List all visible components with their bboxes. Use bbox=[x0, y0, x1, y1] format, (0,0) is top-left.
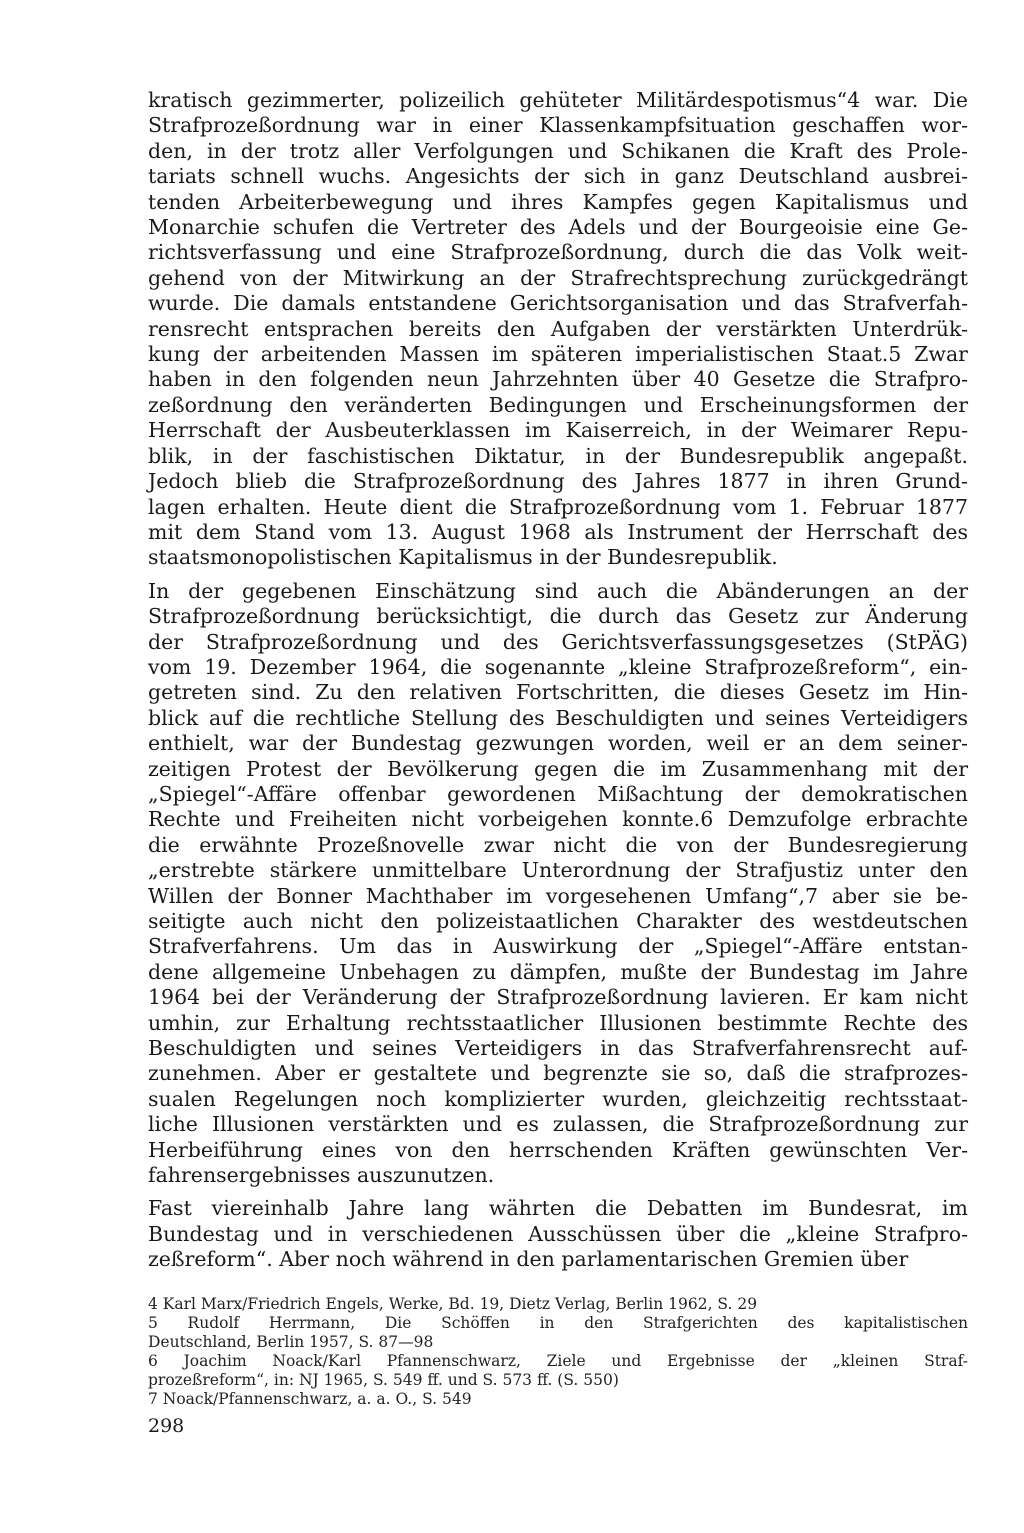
footnote-separator bbox=[148, 1273, 968, 1295]
text-line: kung der arbeitenden Massen im späteren imperialistischen Staat.5 Zwar bbox=[148, 342, 968, 367]
text-line: In der gegebenen Einschätzung sind auch die Abänderungen an der bbox=[148, 578, 968, 603]
text-line: Rechte und Freiheiten nicht vorbeigehen konnte.6 Demzufolge erbrachte bbox=[148, 807, 968, 832]
footnote-line: prozeßreform“, in: NJ 1965, S. 549 ff. und S. 573 ff. (S. 550) bbox=[148, 1370, 619, 1389]
footnote bbox=[148, 1295, 968, 1314]
text-line: fahrensergebnisses auszunutzen. bbox=[148, 1163, 495, 1188]
footnote-line: 4 Karl Marx/Friedrich Engels, Werke, Bd. 19, Dietz Verlag, Berlin 1962, S. 29 bbox=[148, 1294, 758, 1313]
footnote-line: 6 Joachim Noack/Karl Pfannenschwarz, Ziele und Ergebnisse der „kleinen Straf- bbox=[148, 1351, 968, 1370]
text-line: vom 19. Dezember 1964, die sogenannte „kleine Strafprozeßreform“, ein- bbox=[148, 654, 968, 679]
text-line: dene allgemeine Unbehagen zu dämpfen, mußte der Bundestag im Jahre bbox=[148, 959, 968, 984]
text-line: Monarchie schufen die Vertreter des Adels und der Bourgeoisie eine Ge- bbox=[148, 215, 968, 240]
footnote-line: 7 Noack/Pfannenschwarz, a. a. O., S. 549 bbox=[148, 1389, 472, 1408]
text-line: Strafverfahrens. Um das in Auswirkung der „Spiegel“-Affäre entstan- bbox=[148, 934, 968, 959]
text-line: enthielt, war der Bundestag gezwungen worden, weil er an dem seiner- bbox=[148, 731, 968, 756]
text-line: staatsmonopolistischen Kapitalismus in der Bundesrepublik. bbox=[148, 545, 778, 570]
footnote-line: 5 Rudolf Herrmann, Die Schöffen in den Strafgerichten des kapitalistischen bbox=[148, 1313, 968, 1332]
text-line: richtsverfassung und eine Strafprozeßordnung, durch die das Volk weit- bbox=[148, 240, 968, 265]
text-line: tariats schnell wuchs. Angesichts der sich in ganz Deutschland ausbrei- bbox=[148, 164, 968, 189]
text-line: tenden Arbeiterbewegung und ihres Kampfes gegen Kapitalismus und bbox=[148, 189, 968, 214]
paragraph-gap bbox=[148, 571, 968, 579]
text-line: Bundestag und in verschiedenen Ausschüssen über die „kleine Strafpro- bbox=[148, 1221, 968, 1246]
text-line: Fast viereinhalb Jahre lang währten die Debatten im Bundesrat, im bbox=[148, 1196, 968, 1221]
text-line: getreten sind. Zu den relativen Fortschritten, die dieses Gesetz im Hin- bbox=[148, 680, 968, 705]
text-line: Strafprozeßordnung war in einer Klassenkampfsituation geschaffen wor- bbox=[148, 113, 968, 138]
text-line: zeßreform“. Aber noch während in den parlamentarischen Gremien über bbox=[148, 1247, 909, 1272]
text-line: 1964 bei der Veränderung der Strafprozeßordnung lavieren. Er kam nicht bbox=[148, 985, 968, 1010]
text-line: mit dem Stand vom 13. August 1968 als Instrument der Herrschaft des bbox=[148, 519, 968, 544]
text-line: haben in den folgenden neun Jahrzehnten über 40 Gesetze die Strafpro- bbox=[148, 367, 968, 392]
paragraph bbox=[148, 1196, 968, 1272]
page-number: 298 bbox=[148, 1415, 185, 1437]
paragraph bbox=[148, 579, 968, 1189]
paragraph-gap bbox=[148, 1188, 968, 1196]
text-line: liche Illusionen verstärkten und es zulassen, die Strafprozeßordnung zur bbox=[148, 1112, 968, 1137]
text-line: Strafprozeßordnung berücksichtigt, die durch das Gesetz zur Änderung bbox=[148, 604, 968, 629]
text-line: Beschuldigten und seines Verteidigers in das Strafverfahrensrecht auf- bbox=[148, 1036, 968, 1061]
text-line: der Strafprozeßordnung und des Gerichtsverfassungsgesetzes (StPÄG) bbox=[148, 629, 968, 654]
text-line: „Spiegel“-Affäre offenbar gewordenen Mißachtung der demokratischen bbox=[148, 781, 968, 806]
text-line: Willen der Bonner Machthaber im vorgesehenen Umfang“,7 aber sie be- bbox=[148, 883, 968, 908]
footnotes bbox=[148, 1295, 968, 1409]
text-line: „erstrebte stärkere unmittelbare Unterordnung der Strafjustiz unter den bbox=[148, 858, 968, 883]
text-line: umhin, zur Erhaltung rechtsstaatlicher Illusionen bestimmte Rechte des bbox=[148, 1010, 968, 1035]
footnote bbox=[148, 1352, 968, 1390]
footnote bbox=[148, 1314, 968, 1352]
text-line: den, in der trotz aller Verfolgungen und Schikanen die Kraft des Prole- bbox=[148, 138, 968, 163]
text-line: blik, in der faschistischen Diktatur, in der Bundesrepublik angepaßt. bbox=[148, 443, 968, 468]
paragraph bbox=[148, 88, 968, 571]
text-line: wurde. Die damals entstandene Gerichtsorganisation und das Strafverfah- bbox=[148, 291, 968, 316]
text-line: blick auf die rechtliche Stellung des Beschuldigten und seines Verteidigers bbox=[148, 705, 968, 730]
text-line: kratisch gezimmerter, polizeilich gehüteter Militärdespotismus“4 war. Die bbox=[148, 88, 968, 112]
text-line: zunehmen. Aber er gestaltete und begrenzte sie so, daß die strafprozes- bbox=[148, 1061, 968, 1086]
main-text bbox=[148, 88, 968, 1273]
text-line: rensrecht entsprachen bereits den Aufgaben der verstärkten Unterdrük- bbox=[148, 316, 968, 341]
text-line: Herrschaft der Ausbeuterklassen im Kaiserreich, in der Weimarer Repu- bbox=[148, 418, 968, 443]
text-line: zeßordnung den veränderten Bedingungen und Erscheinungsformen der bbox=[148, 392, 968, 417]
text-line: zeitigen Protest der Bevölkerung gegen die im Zusammenhang mit der bbox=[148, 756, 968, 781]
footnote bbox=[148, 1390, 968, 1409]
page-body bbox=[148, 88, 968, 1409]
footnote-line: Deutschland, Berlin 1957, S. 87—98 bbox=[148, 1332, 434, 1351]
text-line: Herbeiführung eines von den herrschenden Kräften gewünschten Ver- bbox=[148, 1137, 968, 1162]
text-line: die erwähnte Prozeßnovelle zwar nicht die von der Bundesregierung bbox=[148, 832, 968, 857]
text-line: gehend von der Mitwirkung an der Strafrechtsprechung zurückgedrängt bbox=[148, 265, 968, 290]
text-line: seitigte auch nicht den polizeistaatlichen Charakter des westdeutschen bbox=[148, 909, 968, 933]
text-line: Jedoch blieb die Strafprozeßordnung des Jahres 1877 in ihren Grund- bbox=[148, 469, 968, 494]
text-line: sualen Regelungen noch komplizierter wurden, gleichzeitig rechtsstaat- bbox=[148, 1086, 968, 1111]
text-line: lagen erhalten. Heute dient die Strafprozeßordnung vom 1. Februar 1877 bbox=[148, 494, 968, 519]
